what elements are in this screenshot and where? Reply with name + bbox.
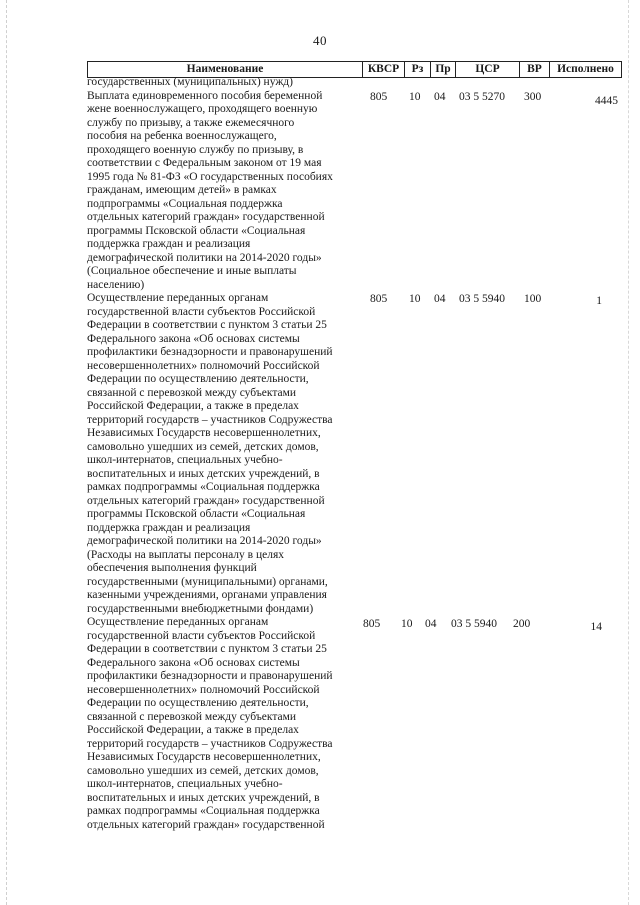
page-number: 40 [313, 33, 327, 48]
row-3-name-line: государственной власти субъектов Российской [87, 629, 316, 642]
row-1-pr: 04 [434, 91, 446, 103]
row-3-name-line: Независимых Государств несовершеннолетних, [87, 751, 321, 763]
header-rz: Рз [404, 62, 430, 77]
row-1-name-line: отдельных категорий граждан» государственной [87, 211, 325, 223]
row-1-ispolneno: 4445 [595, 95, 618, 107]
row-2-name-line: обеспечения выполнения функций [87, 562, 257, 574]
row-3-name-line: отдельных категорий граждан» государственной [87, 818, 325, 831]
row-3-name-line: воспитательных и иных детских учреждений, в [87, 791, 320, 804]
row-2-kvsr: 805 [370, 293, 388, 305]
row-1-name-line: программы Псковской области «Социальная [87, 224, 306, 237]
row-2-ispolneno: 1 [596, 295, 602, 307]
row-1-name-line: проходящего военную службу по призыву, в [87, 143, 304, 156]
row-2-name-line: Независимых Государств несовершеннолетних, [87, 427, 321, 439]
row-2-name [87, 292, 357, 616]
row-1-name-line: соответствии с Федеральным законом от 19 мая [87, 157, 322, 169]
continuation-text [87, 76, 357, 90]
header-vr: ВР [519, 62, 549, 77]
row-3-name-line: школ-интернатов, специальных учебно- [87, 778, 283, 790]
row-2-name-line: профилактики безнадзорности и правонарушений [87, 346, 333, 358]
row-1-csr: 03 5 5270 [459, 91, 505, 103]
header-csr: ЦСР [455, 62, 519, 77]
row-1-kvsr: 805 [370, 91, 388, 103]
row-1-name [87, 90, 357, 293]
row-3-name-line: территорий государств – участников Содружества [87, 737, 333, 750]
row-3-ispolneno: 14 [590, 621, 602, 633]
row-2-name-line: государственной власти субъектов Российской [87, 305, 316, 318]
row-2-name-line: казенными учреждениями, органами управления [87, 589, 327, 601]
row-2-name-line: Федерации по осуществлению деятельности, [87, 373, 309, 385]
row-2-name-line: Российской Федерации, а также в пределах [87, 400, 299, 412]
row-2-pr: 04 [434, 293, 446, 305]
row-1-name-line: подпрограммы «Социальная поддержка [87, 197, 283, 210]
row-2-name-line: программы Псковской области «Социальная [87, 508, 306, 520]
row-3-name-line: профилактики безнадзорности и правонарушений [87, 670, 333, 682]
row-3-name-line: Российской Федерации, а также в пределах [87, 724, 299, 736]
row-1-name-line: Выплата единовременного пособия беременной [87, 89, 323, 102]
row-1-name-line: (Социальное обеспечение и иные выплаты [87, 265, 297, 277]
row-2-name-line: (Расходы на выплаты персоналу в целях [87, 548, 285, 561]
row-1-rz: 10 [409, 91, 421, 103]
row-1-name-line: гражданам, имеющим детей» в рамках [87, 184, 277, 196]
row-3-pr: 04 [425, 618, 437, 630]
row-2-rz: 10 [409, 293, 421, 305]
row-2-name-line: связанной с перевозкой между субъектами [87, 386, 297, 399]
row-1-name-line: 1995 года № 81-ФЗ «О государственных пособиях [87, 170, 333, 183]
header-kvsr: КВСР [362, 62, 404, 77]
row-3-rz: 10 [401, 618, 413, 630]
row-3-name-line: связанной с перевозкой между субъектами [87, 710, 297, 723]
row-3-name-line: Федерации по осуществлению деятельности, [87, 697, 309, 709]
row-3-name-line: Федерального закона «Об основах системы [87, 656, 300, 669]
header-ispolneno: Исполнено [549, 62, 622, 77]
row-2-name-line: поддержка граждан и реализация [87, 521, 251, 534]
row-3-name-line: Федерации в соответствии с пунктом 3 статьи 25 [87, 643, 327, 655]
row-3-vr: 200 [513, 618, 531, 630]
header-name: Наименование [87, 62, 362, 77]
row-3-name-line: Осуществление переданных органам [87, 616, 269, 628]
row-2-name-line: школ-интернатов, специальных учебно- [87, 454, 283, 466]
row-3-name-line: несовершеннолетних» полномочий Российской [87, 683, 320, 696]
row-2-name-line: Федерального закона «Об основах системы [87, 332, 300, 345]
row-2-csr: 03 5 5940 [459, 293, 505, 305]
row-2-name-line: демографической политики на 2014-2020 годы» [87, 535, 322, 547]
row-1-name-line: службу по призыву, а также ежемесячного [87, 116, 295, 129]
row-3-name [87, 616, 357, 832]
row-3-name-line: рамках подпрограммы «Социальная поддержка [87, 805, 320, 817]
row-1-vr: 300 [524, 91, 542, 103]
row-1-name-line: пособия на ребенка военнослужащего, [87, 130, 277, 142]
row-2-name-line: Федерации в соответствии с пунктом 3 статьи 25 [87, 319, 327, 331]
row-1-name-line: поддержка граждан и реализация [87, 238, 251, 250]
row-2-name-line: воспитательных и иных детских учреждений, в [87, 467, 320, 480]
row-1-name-line: жене военнослужащего, проходящего военную [87, 103, 318, 115]
scan-edge-right [628, 0, 630, 905]
row-2-name-line: территорий государств – участников Содружества [87, 413, 333, 426]
row-2-vr: 100 [524, 293, 542, 305]
row-2-name-line: рамках подпрограммы «Социальная поддержка [87, 481, 320, 493]
row-2-name-line: самовольно ушедших из семей, детских домов, [87, 440, 319, 453]
row-2-name-line: Осуществление переданных органам [87, 292, 269, 304]
scan-edge-left [6, 0, 8, 905]
row-2-name-line: отдельных категорий граждан» государственной [87, 494, 325, 507]
row-2-name-line: государственными (муниципальными) органами, [87, 575, 328, 588]
continuation-line: государственных (муниципальных) нужд) [87, 76, 293, 88]
row-3-name-line: самовольно ушедших из семей, детских домов, [87, 764, 319, 777]
row-1-name-line: населению) [87, 278, 145, 291]
row-3-kvsr: 805 [363, 618, 381, 630]
header-pr: Пр [430, 62, 455, 77]
row-2-name-line: несовершеннолетних» полномочий Российской [87, 359, 320, 372]
row-2-name-line: государственными внебюджетными фондами) [87, 602, 314, 615]
row-1-name-line: демографической политики на 2014-2020 годы» [87, 251, 322, 264]
row-3-csr: 03 5 5940 [451, 618, 497, 630]
